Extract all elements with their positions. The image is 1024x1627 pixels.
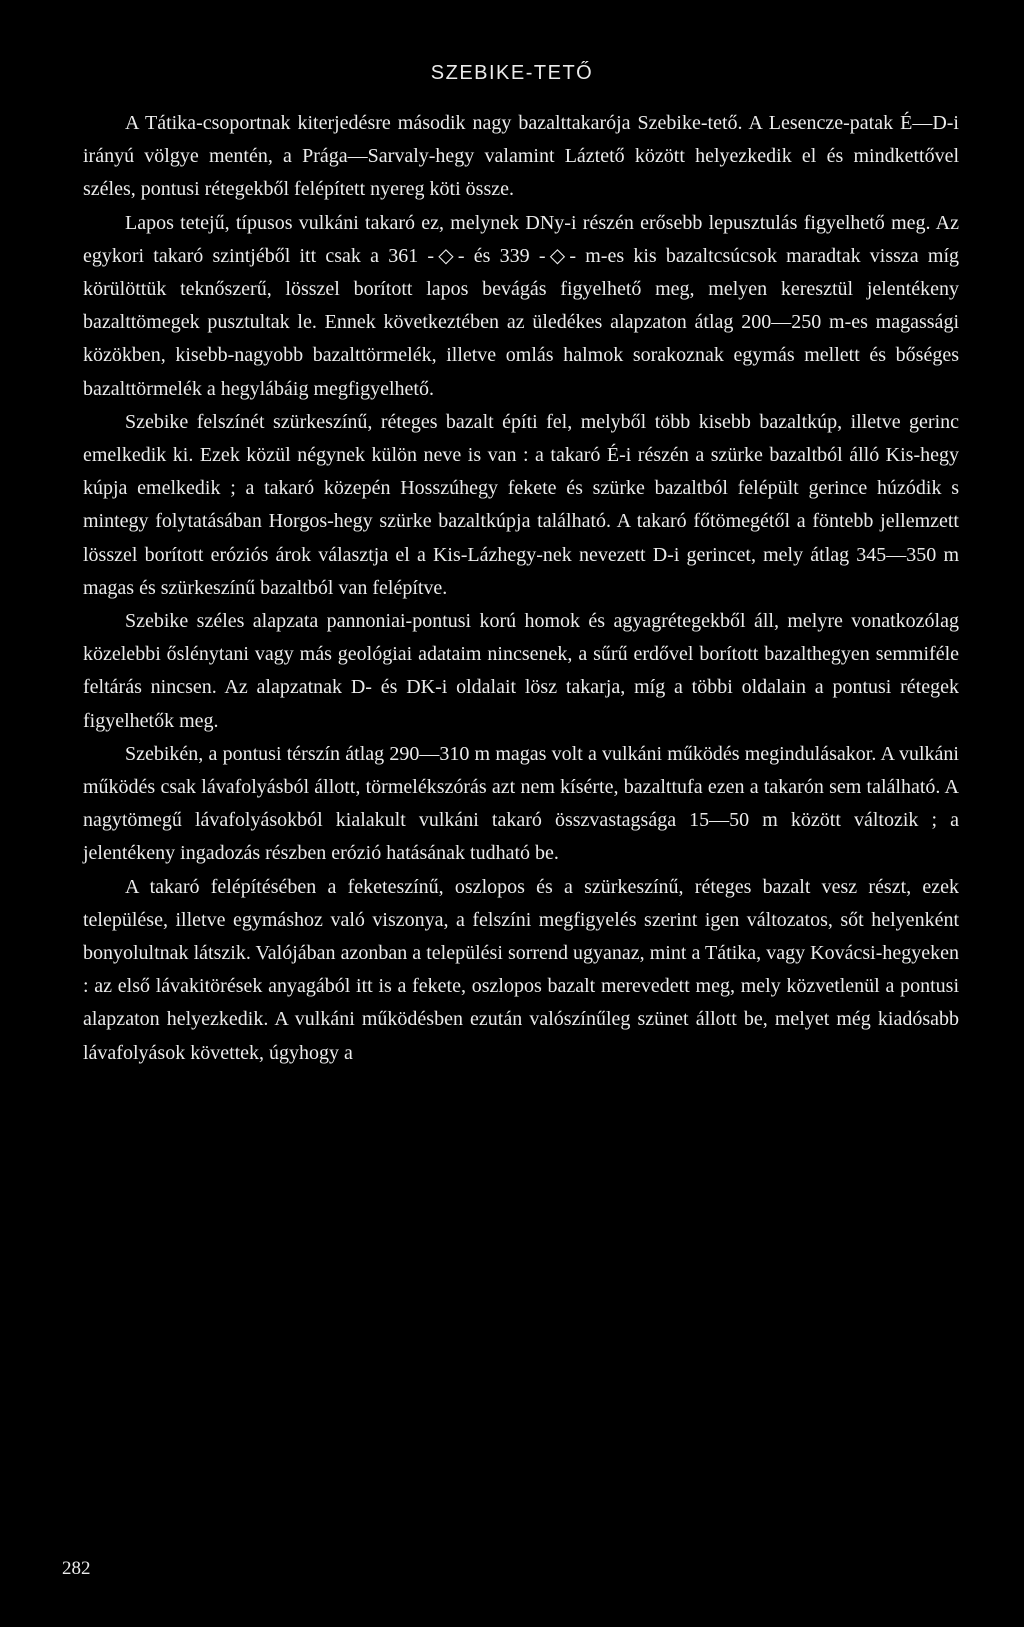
body-text — [83, 107, 959, 1070]
paragraph: Szebike széles alapzata pannoniai-pontusi korú homok és agyagrétegekből áll, melyre vonatkozólag közelebbi őslénytani vagy más geológiai adataim nincsenek, a sűrű erdővel borított bazalthegyen semmiféle feltárás nincsen. Az alapzatnak D- és DK-i oldalait lösz takarja, míg a többi oldalain a pontusi rétegek figyelhetők meg. — [83, 610, 959, 732]
paragraph: A takaró felépítésében a feketeszínű, oszlopos és a szürkeszínű, réteges bazalt vesz részt, ezek települése, illetve egymáshoz való viszonya, a felszíni megfigyelés szerint igen változatos, sőt helyenként bonyolultnak látszik. Valójában azonban a települési sorrend ugyanaz, mint a Tátika, vagy Kovácsi-hegyeken : az első lávakitörések anyagából itt is a fekete, oszlopos bazalt merevedett meg, mely közvetlenül a pontusi alapzaton helyezkedik. A vulkáni működésben ezután valószínűleg szünet állott be, melyet még kiadósabb lávafolyások követtek, úgyhogy a — [83, 875, 959, 1064]
paragraph: Lapos tetejű, típusos vulkáni takaró ez, melynek DNy-i részén erősebb lepusztulás figyelhető meg. Az egykori takaró szintjéből itt csak a 361 -◇- és 339 -◇- m-es kis bazaltcsúcsok maradtak vissza míg körülöttük teknőszerű, lösszel borított lapos bevágás figyelhető meg, melyen keresztül jelentékeny bazalttömegek pusztultak le. Ennek következtében az üledékes alapzaton átlag 200—250 m-es magassági közökben, kisebb-nagyobb bazalttörmelék, illetve omlás halmok sorakoznak egymás mellett és bőséges bazalttörmelék a hegylábáig megfigyelhető. — [83, 211, 959, 400]
page-number: 282 — [62, 1558, 91, 1579]
paragraph: Szebikén, a pontusi térszín átlag 290—310 m magas volt a vulkáni működés megindulásakor. A vulkáni működés csak lávafolyásból állott, törmelékszórás azt nem kísérte, bazalttufa ezen a takarón sem található. A nagytömegű lávafolyásokból kialakult vulkáni takaró összvastagsága 15—50 m között változik ; a jelentékeny ingadozás részben erózió hatásának tudható be. — [83, 742, 959, 865]
paragraph: Szebike felszínét szürkeszínű, réteges bazalt építi fel, melyből több kisebb bazaltkúp, illetve gerinc emelkedik ki. Ezek közül négynek külön neve is van : a takaró É-i részén a szürke bazaltból álló Kis-hegy kúpja emelkedik ; a takaró közepén Hosszúhegy fekete és szürke bazaltból felépült gerince húzódik s mintegy folytatásában Horgos-hegy szürke bazaltkúpja található. A takaró főtömegétől a föntebb jellemzett lösszel borított eróziós árok választja el a Kis-Lázhegy-nek nevezett D-i gerincet, mely átlag 345—350 m magas és szürkeszínű bazaltból van felépítve. — [83, 410, 959, 599]
page-title: SZEBIKE-TETŐ — [430, 62, 594, 84]
paragraph: A Tátika-csoportnak kiterjedésre második nagy bazalttakarója Szebike-tető. A Lesencze-patak É—D-i irányú völgye mentén, a Prága—Sarvaly-hegy valamint Láztető között helyezkedik el és mindkettővel széles, pontusi rétegekből felépített nyereg köti össze. — [83, 112, 959, 201]
